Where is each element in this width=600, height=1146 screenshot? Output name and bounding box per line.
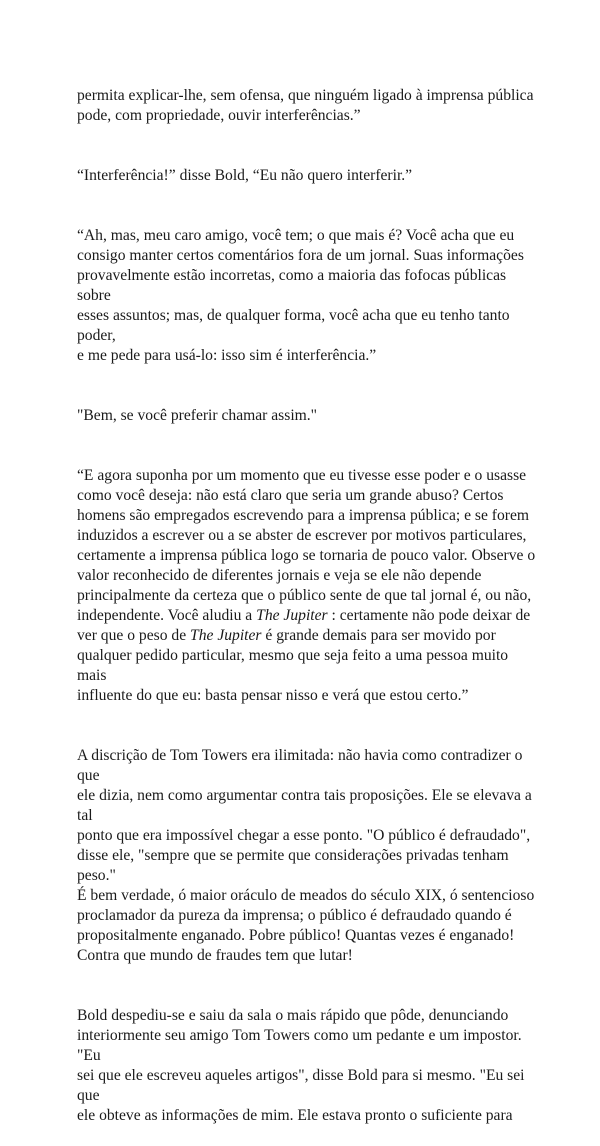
text-run: é grande demais para ser movido por qualquer pedido particular, mesmo que seja feito a uma pessoa muito mais influente do que eu: basta pensar nisso e verá que estou certo.”: [77, 627, 509, 704]
paragraph: [77, 206, 537, 366]
text-run: “Interferência!” disse Bold, “Eu não quero interferir.”: [77, 167, 413, 184]
paragraph: [77, 146, 537, 186]
italic-title: The Jupiter: [256, 607, 328, 624]
paragraph: [77, 386, 537, 426]
text-run: "Bem, se você preferir chamar assim.": [77, 407, 318, 424]
paragraph: [77, 726, 537, 966]
document-page: [77, 66, 537, 1146]
text-run: “E agora suponha por um momento que eu tivesse esse poder e o usasse como você deseja: não está claro que seria um grande abuso? Certos homens são empregados escrevendo para a imprensa pública; e se forem induzidos a escrever ou a se abster de escrever por motivos particulares, certamente a imprensa pública logo se tornaria de pouco valor. Observe o valor reconhecido de diferentes jornais e veja se ele não depende principalmente da certeza que o público sente de que tal jornal é, ou não, independente. Você aludiu a: [77, 467, 536, 624]
paragraph: [77, 986, 537, 1126]
text-run: “Ah, mas, meu caro amigo, você tem; o que mais é? Você acha que eu consigo manter certos comentários fora de um jornal. Suas informações provavelmente estão incorretas, como a maioria das fofocas públicas sobre esses assuntos; mas, de qualquer forma, você acha que eu tenho tanto poder, e me pede para usá-lo: isso sim é interferência.”: [77, 227, 524, 364]
text-run: A discrição de Tom Towers era ilimitada: não havia como contradizer o que ele dizia, nem como argumentar contra tais proposições. Ele se elevava a tal ponto que era impossível chegar a esse ponto. "O público é defraudado", disse ele, "sempre que se permite que considerações privadas tenham peso." É bem verdade, ó maior oráculo de meados do século XIX, ó sentencioso proclamador da pureza da imprensa; o público é defraudado quando é propositalmente enganado. Pobre público! Quantas vezes é enganado! Contra que mundo de fraudes tem que lutar!: [77, 747, 535, 964]
paragraph: [77, 446, 537, 706]
text-run: permita explicar-lhe, sem ofensa, que ninguém ligado à imprensa pública pode, com propriedade, ouvir interferências.”: [77, 87, 534, 124]
italic-title: The Jupiter: [190, 627, 262, 644]
paragraph: [77, 66, 537, 126]
text-run: : certamente não pode deixar de ver que o peso de: [77, 607, 531, 644]
text-run: Bold despediu-se e saiu da sala o mais rápido que pôde, denunciando interiormente seu amigo Tom Towers como um pedante e um impostor. "Eu sei que ele escreveu aqueles artigos", disse Bold para si mesmo. "Eu sei que ele obteve as informações de mim. Ele estava pronto o suficiente para: [77, 1007, 525, 1124]
